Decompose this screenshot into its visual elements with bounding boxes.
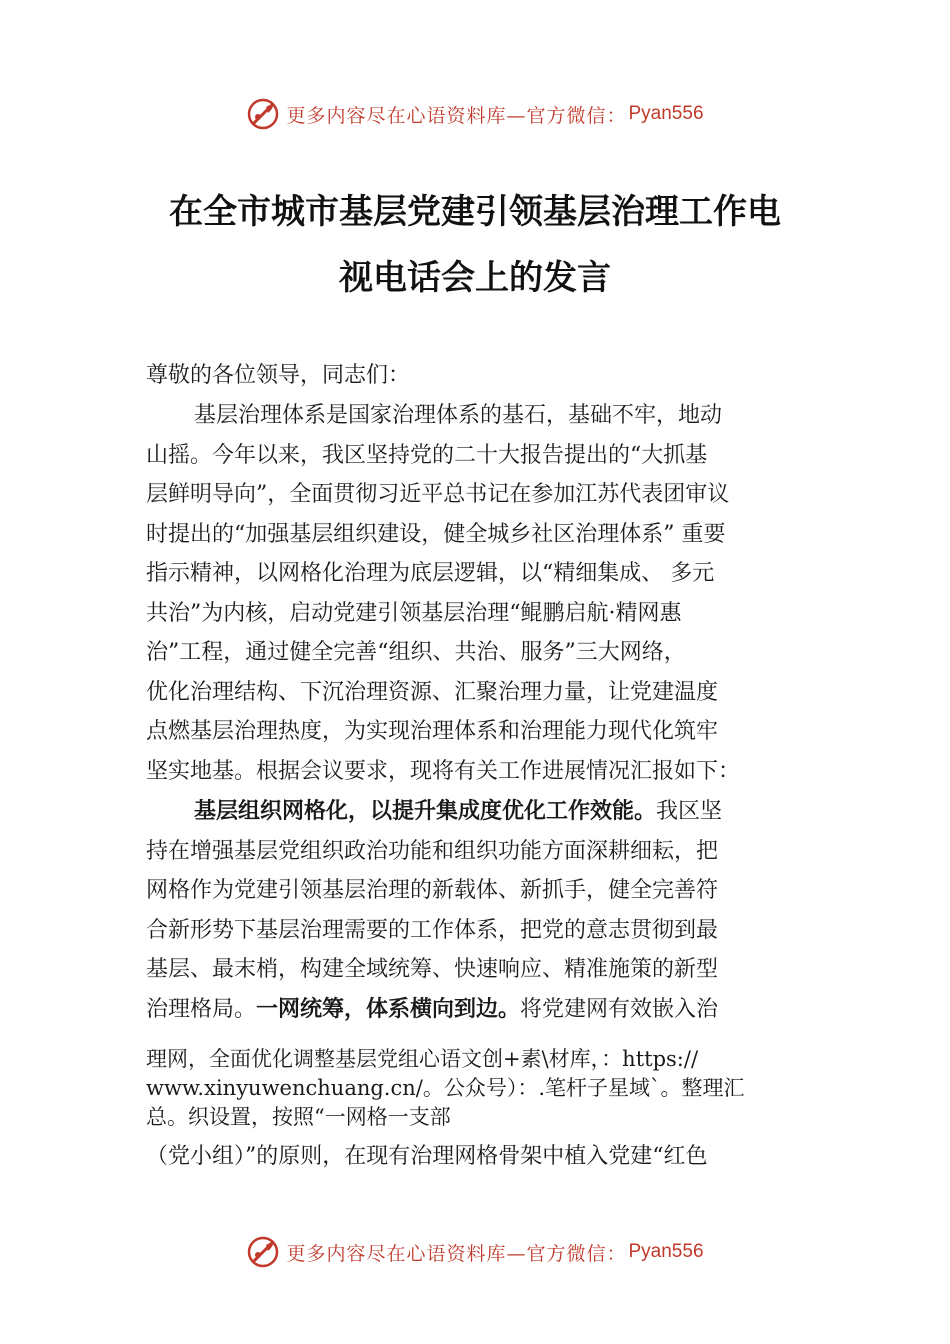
banner-text: 更多内容尽在心语资料库—官方微信： bbox=[286, 104, 627, 127]
paragraph-line: 总。织设置，按照“一网格一支部 bbox=[146, 1105, 451, 1129]
section-heading: 基层组织网格化，以提升集成度优化工作效能。 bbox=[194, 799, 657, 824]
paragraph-line: 山摇。今年以来，我区坚持党的二十大报告提出的“大抓基 bbox=[146, 442, 708, 468]
paragraph-line: 坚实地基。根据会议要求，现将有关工作进展情况汇报如下： bbox=[146, 758, 741, 784]
paragraph-line: 层鲜明导向”，全面贯彻习近平总书记在参加江苏代表团审议 bbox=[146, 482, 730, 507]
document-title-line-1: 在全市城市基层党建引领基层治理工作电 bbox=[169, 192, 781, 232]
paragraph-line: 点燃基层治理热度，为实现治理体系和治理能力现代化筑牢 bbox=[146, 719, 719, 744]
paragraph-line bbox=[146, 792, 836, 832]
banner-wechat-id: Pyan556 bbox=[628, 103, 704, 124]
footer-banner bbox=[0, 1232, 950, 1272]
banner-wechat-id: Pyan556 bbox=[628, 1241, 704, 1262]
paragraph-2-continued bbox=[146, 1045, 836, 1132]
paragraph-line: 优化治理结构、下沉治理资源、汇聚治理力量，让党建温度 bbox=[146, 679, 719, 705]
paragraph-2 bbox=[146, 792, 836, 1029]
sub-heading: 一网统筹，体系横向到边。 bbox=[256, 996, 521, 1022]
document-title-line-2: 视电话会上的发言 bbox=[339, 258, 611, 298]
paragraph-last-line: （党小组）”的原则，在现有治理网格骨架中植入党建“红色 bbox=[146, 1144, 708, 1169]
paragraph-line: 时提出的“加强基层组织建设，健全城乡社区治理体系” 重要 bbox=[146, 521, 726, 547]
paragraph-line: 治”工程，通过健全完善“组织、共治、服务”三大网络， bbox=[146, 640, 686, 665]
paragraph-line: 基层、最末梢，构建全域统筹、快速响应、精准施策的新型 bbox=[146, 957, 719, 982]
sub-tail: 将党建网有效嵌入治 bbox=[520, 996, 719, 1022]
quill-seal-icon bbox=[246, 1235, 280, 1269]
paragraph-1 bbox=[146, 396, 836, 791]
paragraph-line: 共治”为内核，启动党建引领基层治理“鲲鹏启航·精网惠 bbox=[146, 600, 682, 626]
salutation: 尊敬的各位领导，同志们： bbox=[146, 363, 411, 388]
paragraph-line: 合新形势下基层治理需要的工作体系，把党的意志贯彻到最 bbox=[146, 917, 719, 943]
paragraph-url-line: www.xinyuwenchuang.cn/。公众号）：.笔杆子星域`。整理汇 bbox=[146, 1076, 745, 1100]
paragraph-line: 网格作为党建引领基层治理的新载体、新抓手，健全完善符 bbox=[146, 878, 719, 903]
paragraph-line: 理网，全面优化调整基层党组心语文创+素\材库，：https:// bbox=[146, 1047, 699, 1071]
paragraph-line: 基层治理体系是国家治理体系的基石，基础不牢，地动 bbox=[194, 403, 723, 428]
line-lead: 治理格局。 bbox=[146, 996, 257, 1022]
paragraph-line bbox=[146, 990, 836, 1030]
heading-tail: 我区坚 bbox=[656, 799, 723, 824]
header-banner bbox=[0, 94, 950, 134]
banner-text: 更多内容尽在心语资料库—官方微信： bbox=[286, 1242, 627, 1265]
quill-seal-icon bbox=[246, 97, 280, 131]
paragraph-line: 指示精神，以网格化治理为底层逻辑，以“精细集成、 多元 bbox=[146, 561, 715, 586]
paragraph-line: 持在增强基层党组织政治功能和组织功能方面深耕细耘，把 bbox=[146, 838, 719, 864]
